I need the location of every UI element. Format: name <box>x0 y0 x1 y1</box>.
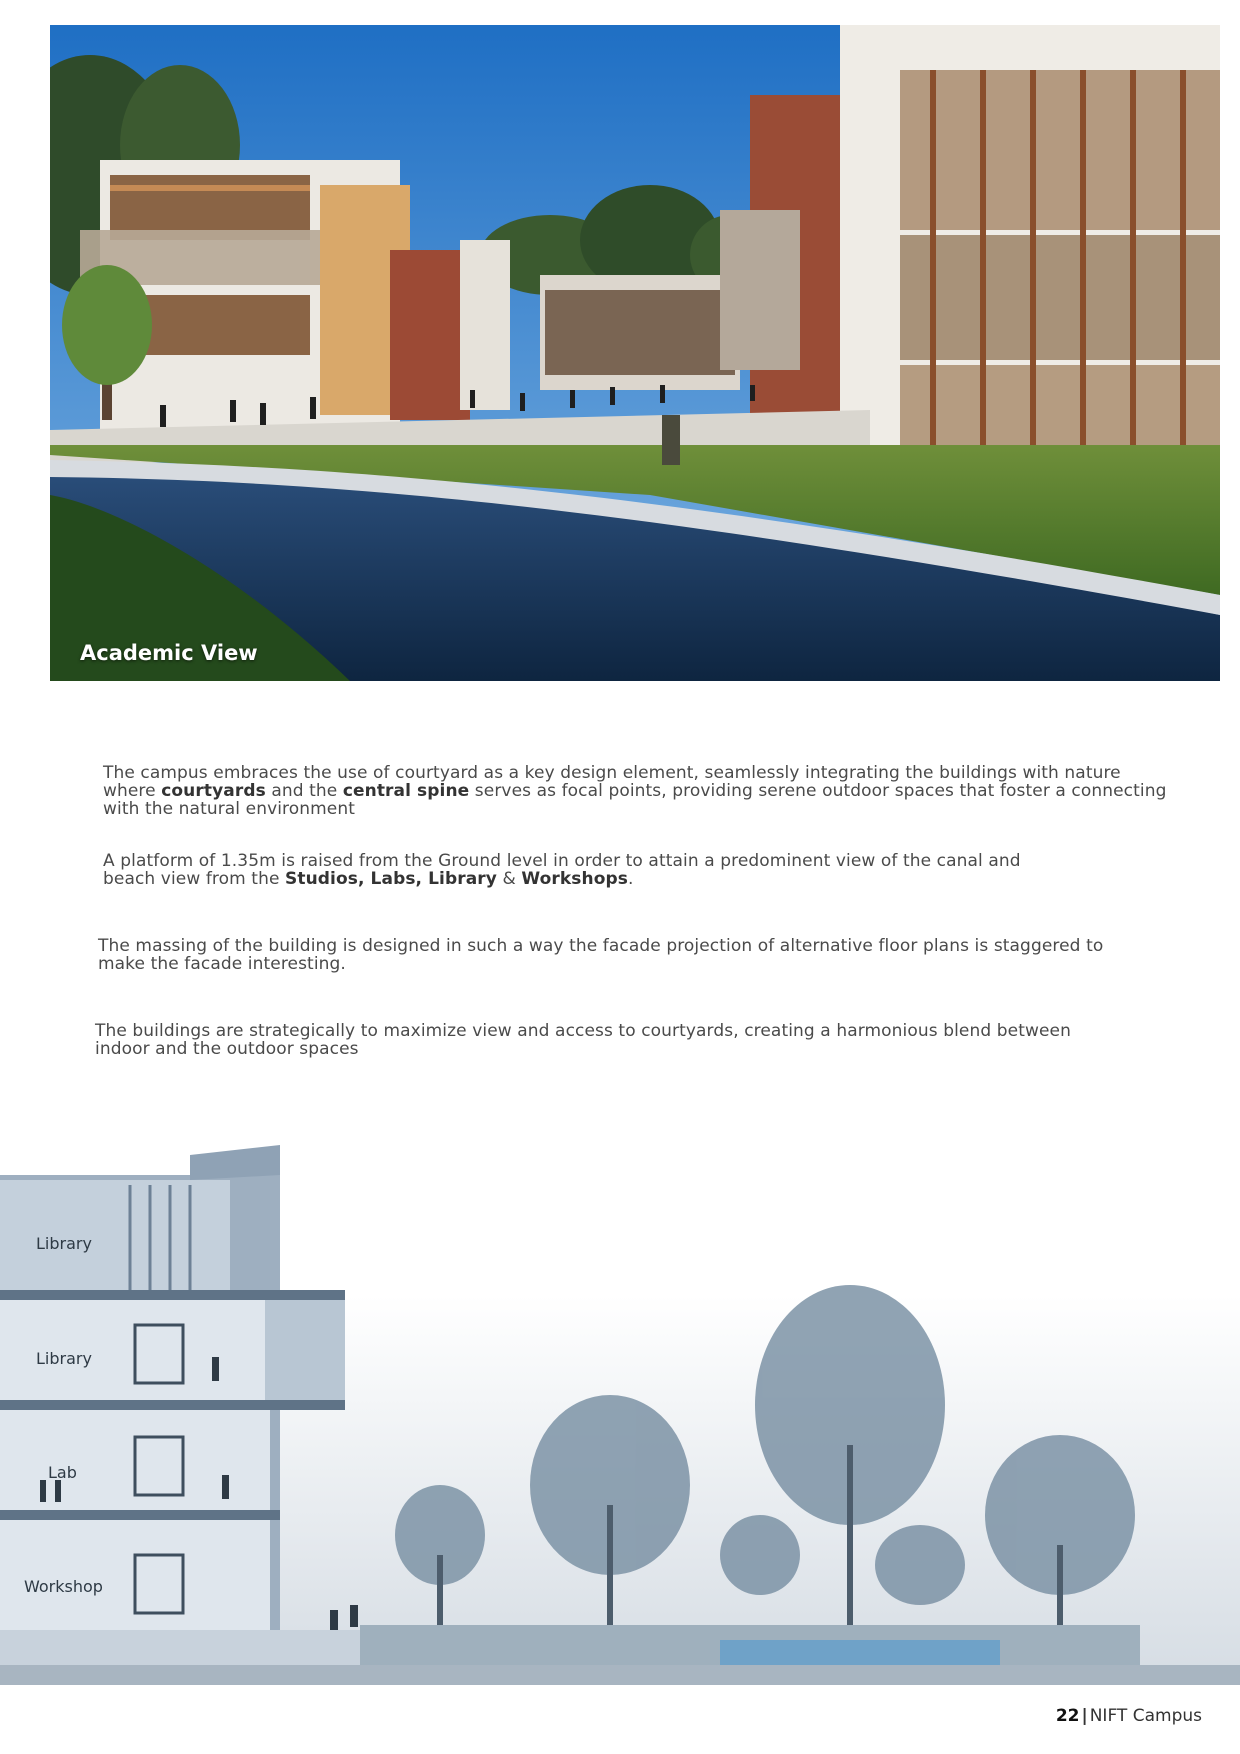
page-number: 22 <box>1055 1706 1080 1726</box>
floor-label-library-top: Library <box>36 1234 92 1253</box>
body-text: A platform of 1.35m is raised from the Ground level in order to attain a predominent view of the canal and <box>103 851 1021 871</box>
page-footer <box>1056 1706 1202 1726</box>
body-text: . <box>627 869 634 889</box>
body-text: where <box>103 781 162 801</box>
paragraph-line <box>98 937 1103 955</box>
floor-label-workshop: Workshop <box>24 1577 103 1596</box>
paragraph-line <box>98 955 1103 973</box>
paragraph-line <box>95 1022 1071 1040</box>
floor-label-library: Library <box>36 1349 92 1368</box>
emphasis-text: central spine <box>342 781 470 801</box>
floor-label-lab: Lab <box>48 1463 77 1482</box>
body-text: The campus embraces the use of courtyard as a key design element, seamlessly integrating the buildings with nature <box>103 763 1121 783</box>
body-text: serves as focal points, providing serene outdoor spaces that foster a connecting <box>469 781 1167 801</box>
body-text: make the facade interesting. <box>98 954 346 974</box>
body-text: with the natural environment <box>103 799 356 819</box>
paragraph-line <box>103 800 1167 818</box>
body-text: & <box>496 869 522 889</box>
body-text: The massing of the building is designed in such a way the facade projection of alternative floor plans is staggered to <box>98 936 1104 956</box>
body-text: The buildings are strategically to maximize view and access to courtyards, creating a harmonious blend between <box>95 1021 1071 1041</box>
paragraph-line <box>103 870 1021 888</box>
paragraph-line <box>103 782 1167 800</box>
emphasis-text: Studios, Labs, Library <box>285 869 497 889</box>
render-caption: Academic View <box>80 641 258 665</box>
footer-separator: | <box>1081 1706 1088 1726</box>
emphasis-text: courtyards <box>161 781 266 801</box>
section-illustration <box>0 1145 1240 1705</box>
paragraph-buildings <box>95 1022 1071 1058</box>
paragraph-platform <box>103 852 1021 888</box>
footer-title: NIFT Campus <box>1089 1706 1202 1726</box>
body-text: beach view from the <box>103 869 286 889</box>
paragraph-massing <box>98 937 1103 973</box>
paragraph-line <box>95 1040 1071 1058</box>
building-section-drawing <box>0 1145 1240 1705</box>
academic-view-render <box>50 25 1220 681</box>
paragraph-line <box>103 852 1021 870</box>
render-illustration <box>50 25 1220 681</box>
emphasis-text: Workshops <box>521 869 628 889</box>
paragraph-courtyard <box>103 764 1167 818</box>
paragraph-line <box>103 764 1167 782</box>
body-text: and the <box>265 781 343 801</box>
body-text: indoor and the outdoor spaces <box>95 1039 359 1059</box>
